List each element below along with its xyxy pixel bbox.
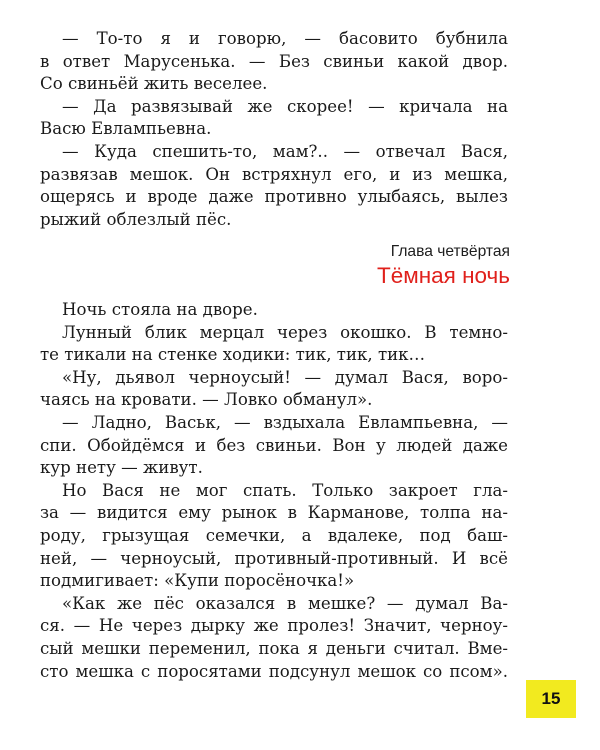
text-line: Ночь стояла на дворе. [62, 300, 258, 319]
chapter-label: Глава четвёртая [390, 243, 510, 260]
text-line: кур нету — живут. [40, 458, 203, 478]
text-block-bottom [40, 299, 508, 683]
text-line: ощерясь и вроде даже противно улыбаясь, вылез [40, 187, 508, 207]
text-line: — То-то я и говорю, — басовито бубнила [62, 29, 508, 48]
text-line: ся. — Не через дырку же пролез! Значит, черноу- [40, 616, 508, 636]
text-line: чаясь на кровати. — Ловко обманул». [40, 390, 373, 410]
chapter-title: Тёмная ночь [377, 263, 510, 288]
text-line: сый мешки переменил, пока я деньги считал. Вме- [40, 638, 508, 658]
text-line: в ответ Марусенька. — Без свиньи какой двор. [40, 51, 508, 71]
text-line: Но Вася не мог спать. Только закроет гла- [62, 480, 508, 500]
text-line: рыжий облезлый пёс. [40, 209, 232, 229]
text-line: сто мешка с поросятами подсунул мешок со псом». [40, 661, 508, 681]
text-line: развязав мешок. Он встряхнул его, и из мешка, [40, 164, 508, 184]
text-line: — Ладно, Васьк, — вздыхала Евлампьевна, — [62, 412, 508, 432]
text-line: «Ну, дьявол черноусый! — думал Вася, воро- [62, 367, 508, 387]
text-line: Васю Евлампьевна. [40, 119, 212, 139]
text-line: за — видится ему рынок в Карманове, толпа на- [40, 503, 508, 523]
text-line: роду, грызущая семечки, а вдалеке, под баш- [40, 525, 508, 545]
text-line: ней, — черноусый, противный-противный. И всё [40, 548, 508, 568]
text-block-top [40, 28, 508, 231]
text-line: подмигивает: «Купи поросёночка!» [40, 571, 355, 591]
text-line: — Да развязывай же скорее! — кричала на [62, 96, 508, 116]
text-line: Лунный блик мерцал через окошко. В темно- [62, 322, 508, 342]
page-number: 15 [541, 689, 561, 708]
text-line: Со свиньёй жить веселее. [40, 74, 268, 94]
text-line: — Куда спешить-то, мам?.. — отвечал Вася, [62, 141, 508, 161]
text-line: «Как же пёс оказался в мешке? — думал Ва- [62, 593, 508, 613]
page-number-badge [526, 680, 576, 718]
text-line: спи. Обойдёмся и без свиньи. Вон у людей даже [40, 435, 508, 455]
text-line: те тикали на стенке ходики: тик, тик, тик… [40, 345, 426, 365]
